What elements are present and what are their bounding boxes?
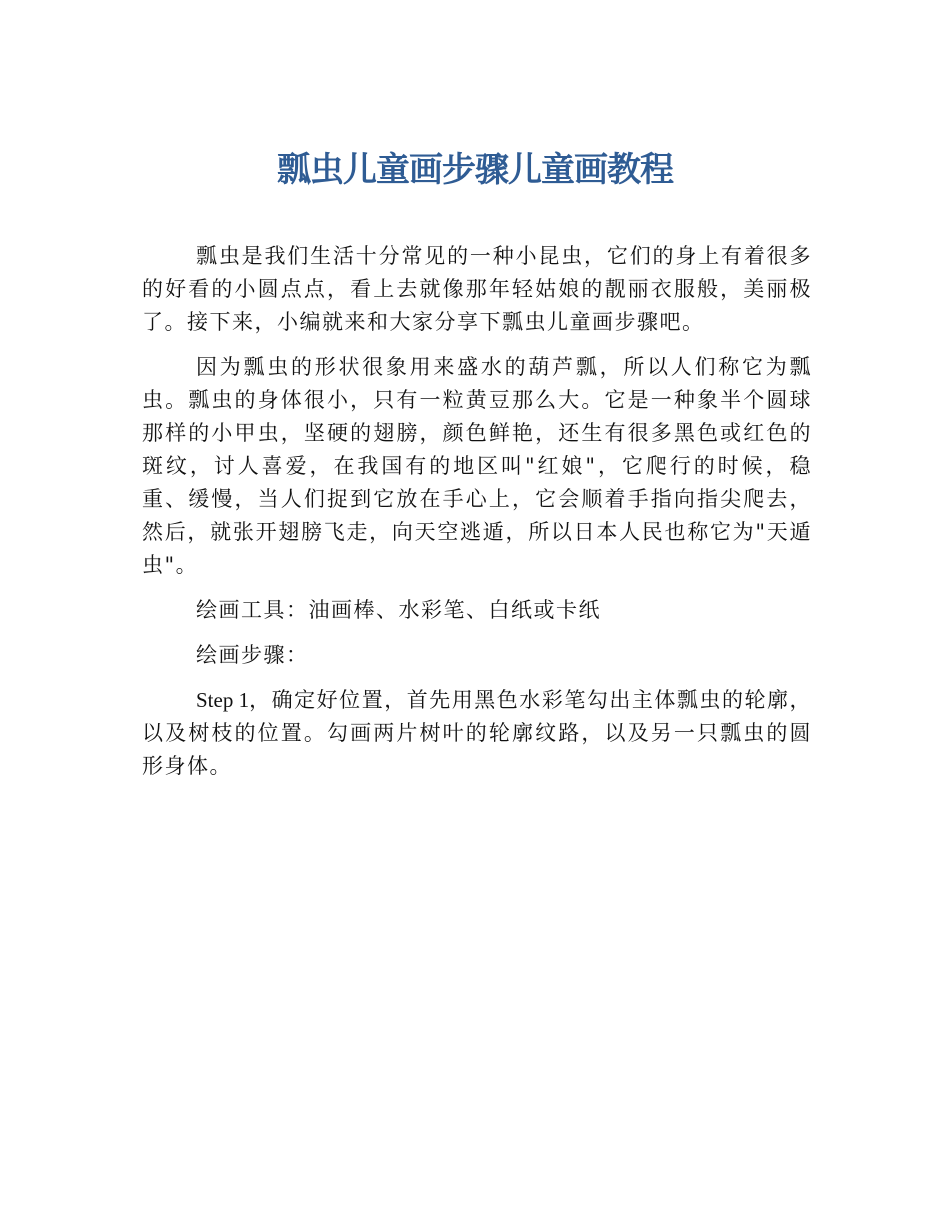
tools-paragraph: 绘画工具：油画棒、水彩笔、白纸或卡纸 bbox=[196, 598, 601, 622]
steps-heading-paragraph: 绘画步骤： bbox=[196, 643, 309, 667]
step-1-paragraph bbox=[142, 684, 812, 783]
document-title: 瓢虫儿童画步骤儿童画教程 bbox=[277, 150, 673, 190]
step-1-label: Step 1 bbox=[196, 688, 250, 712]
step-1-text: ，确定好位置，首先用黑色水彩笔勾出主体瓢虫的轮廓，以及树枝的位置。勾画两片树叶的轮廓纹路，以及另一只瓢虫的圆形身体。 bbox=[142, 688, 812, 778]
description-paragraph: 因为瓢虫的形状很象用来盛水的葫芦瓢，所以人们称它为瓢虫。瓢虫的身体很小，只有一粒黄豆那么大。它是一种象半个圆球那样的小甲虫，坚硬的翅膀，颜色鲜艳，还生有很多黑色或红色的斑纹，讨人喜爱，在我国有的地区叫"红娘"，它爬行的时候，稳重、缓慢，当人们捉到它放在手心上，它会顺着手指向指尖爬去，然后，就张开翅膀飞走，向天空逃遁，所以日本人民也称它为"天遁虫"。 bbox=[142, 355, 812, 577]
document-body bbox=[142, 240, 812, 795]
intro-paragraph: 瓢虫是我们生活十分常见的一种小昆虫，它们的身上有着很多的好看的小圆点点，看上去就像那年轻姑娘的靓丽衣服般，美丽极了。接下来，小编就来和大家分享下瓢虫儿童画步骤吧。 bbox=[142, 244, 812, 334]
